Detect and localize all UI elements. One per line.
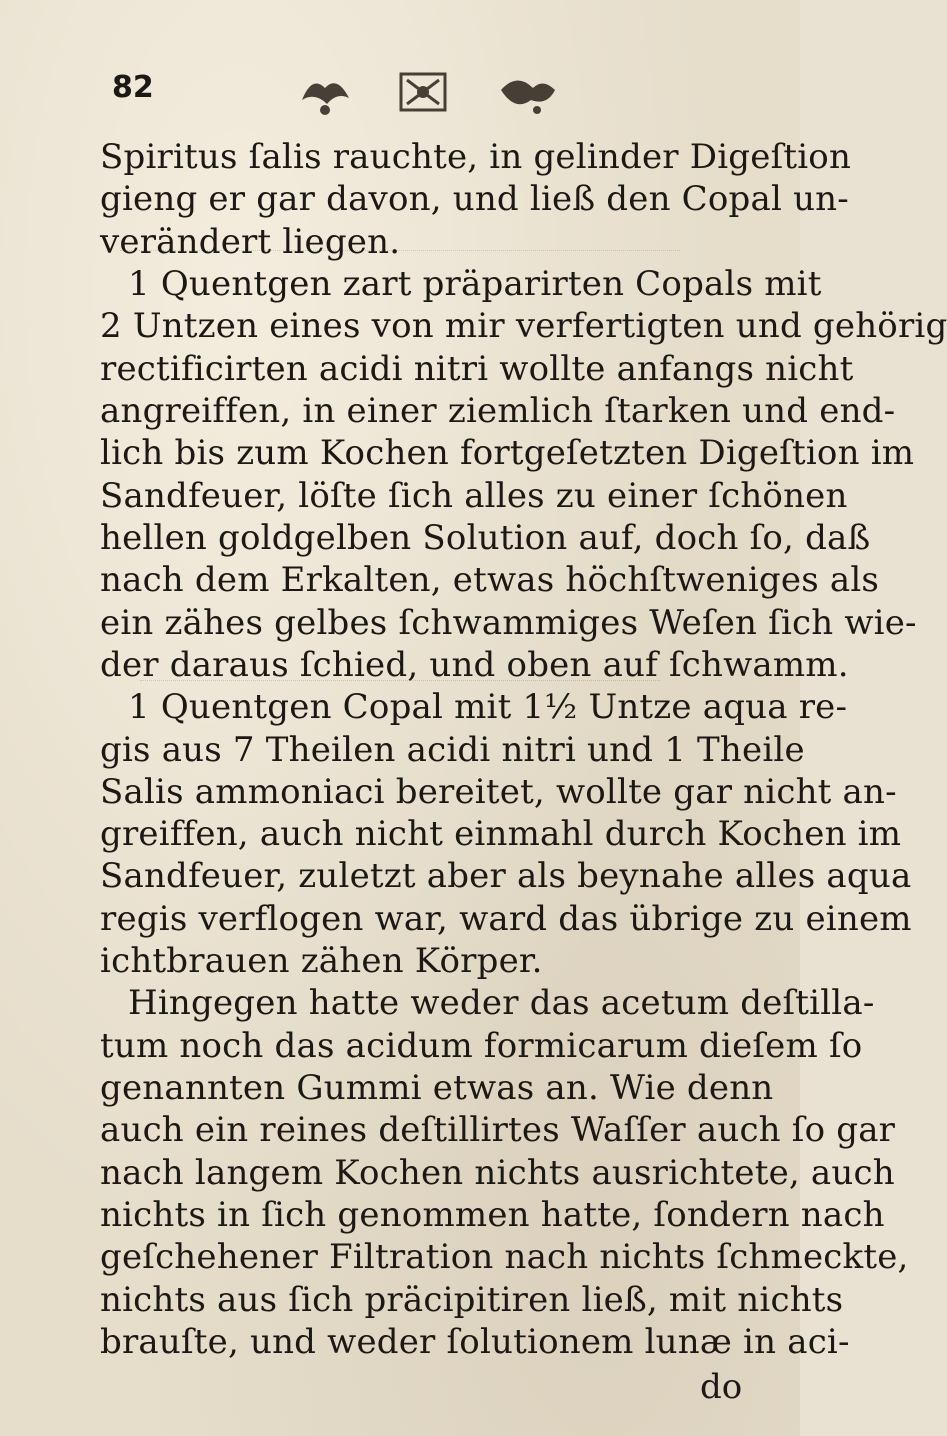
text-line: nach langem Kochen nichts ausrichtete, auch [100,1153,895,1193]
text-line: ein zähes gelbes ſchwammiges Weſen ſich wie- [100,603,917,643]
page-header [112,62,672,122]
text-line: brauſte, und weder ſolutionem lunæ in aci- [100,1322,850,1362]
text-line: nach dem Erkalten, etwas höchſtweniges als [100,560,880,600]
text-line: rectificirten acidi nitri wollte anfangs nicht [100,349,854,389]
text-line: verändert liegen. [100,222,401,262]
text-line: 1 Quentgen Copal mit 1½ Untze aqua re- [128,687,848,727]
text-line: geſchehener Filtration nach nichts ſchmeckte, [100,1237,909,1277]
header-ornament [112,62,672,122]
text-line: Salis ammoniaci bereitet, wollte gar nicht an- [100,772,897,812]
text-line: gis aus 7 Theilen acidi nitri und 1 Theile [100,730,805,770]
text-line: 1 Quentgen zart präparirten Copals mit [128,264,822,304]
text-line: nichts aus ſich präcipitiren ließ, mit nichts [100,1280,844,1320]
text-line: Hingegen hatte weder das acetum deſtilla- [128,983,875,1023]
text-line: Sandfeuer, löſte ſich alles zu einer ſchönen [100,476,848,516]
text-line: greiffen, auch nicht einmahl durch Kochen im [100,814,902,854]
text-line: lich bis zum Kochen fortgeſetzten Digeſtion im [100,433,915,473]
fleuron-ornament-right [501,80,555,114]
fleuron-ornament-left [302,83,349,115]
text-line: Spiritus ſalis rauchte, in gelinder Digeſtion [100,137,852,177]
fleuron-ornament-middle [401,74,445,110]
text-line: hellen goldgelben Solution auf, doch ſo, daß [100,518,871,558]
text-line: nichts in ſich genommen hatte, ſondern nach [100,1195,885,1235]
text-line: auch ein reines deſtillirtes Waſſer auch ſo gar [100,1110,896,1150]
text-line: ichtbrauen zähen Körper. [100,941,543,981]
text-line: 2 Untzen eines von mir verfertigten und gehörig [100,306,947,346]
text-line: angreiffen, in einer ziemlich ſtarken und end- [100,391,896,431]
text-line: genannten Gummi etwas an. Wie denn [100,1068,774,1108]
text-line: tum noch das acidum formicarum dieſem ſo [100,1026,863,1066]
catchword: do [700,1367,743,1407]
text-line: Sandfeuer, zuletzt aber als beynahe alles aqua [100,856,912,896]
text-line: der daraus ſchied, und oben auf ſchwamm. [100,645,849,685]
page-number: 82 [112,70,154,105]
text-line: gieng er gar davon, und ließ den Copal un- [100,179,849,219]
text-line: regis verflogen war, ward das übrige zu einem [100,899,912,939]
